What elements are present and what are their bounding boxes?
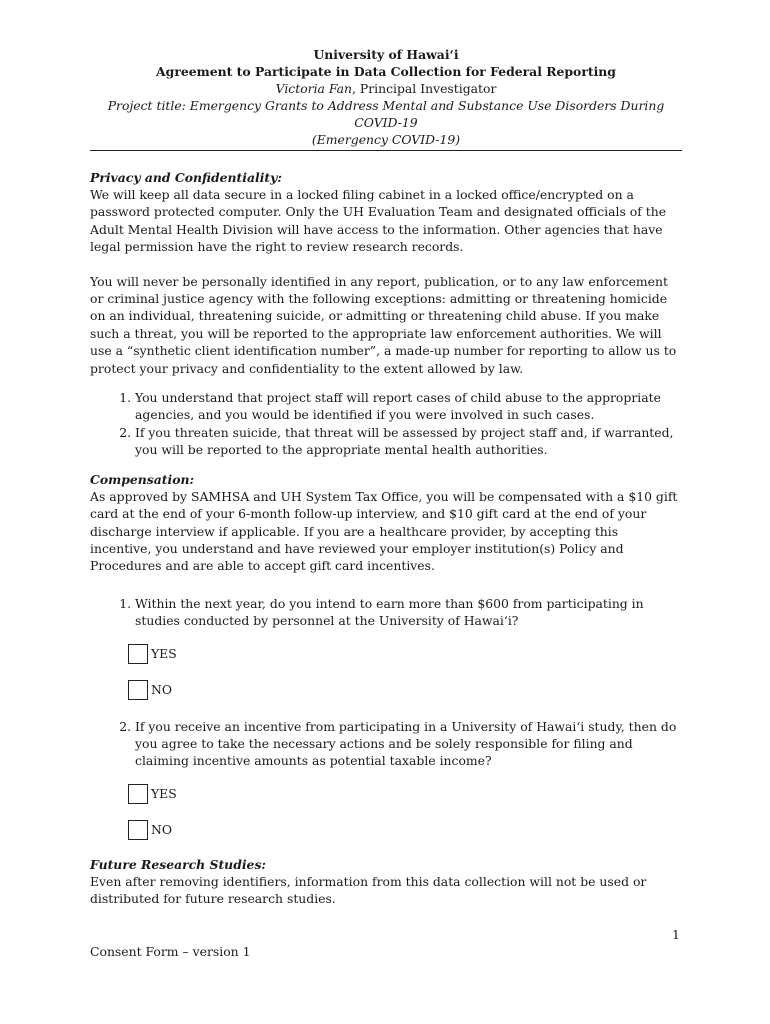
q1-no-label: NO	[151, 681, 172, 697]
privacy-paragraph-2: You will never be personally identified in any report, publication, or to any law enforcement or criminal justice agency with the following exceptions: admitting or threatening homicide on an individual, threatening suicide, or admitting or threatening child abuse. If you make such a threat, you will be reported to the appropriate law enforcement authorities. We will use a “synthetic client identification number”, a made-up number for reporting to allow us to protect your privacy and confidentiality to the extent allowed by law.	[90, 273, 677, 376]
q2-no-checkbox[interactable]	[128, 820, 148, 840]
investigator-line	[90, 80, 682, 97]
compensation-question-2-list	[90, 718, 682, 856]
future-research-section-title: Future Research Studies:	[90, 856, 266, 872]
header-divider	[90, 150, 682, 151]
q2-yes-label: YES	[151, 785, 177, 801]
compensation-paragraph: As approved by SAMHSA and UH System Tax Office, you will be compensated with a $10 gift card at the end of your 6-month follow-up interview, and $10 gift card at the end of your discharge interview if applicable. If you are a healthcare provider, by accepting this incentive, you understand and have reviewed your employer institution(s) Policy and Procedures and are able to accept gift card incentives.	[90, 488, 678, 574]
q1-no-option[interactable]	[90, 680, 682, 716]
university-name: University of Hawaiʻi	[313, 47, 459, 62]
privacy-exceptions-list	[90, 389, 682, 459]
q2-no-label: NO	[151, 821, 172, 837]
consent-form-page	[90, 46, 682, 908]
privacy-paragraph-1: We will keep all data secure in a locked filing cabinet in a locked office/encrypted on a password protected computer. Only the UH Evaluation Team and designated officials of the Adult Mental Health Division will have access to the information. Other agencies that have legal permission have the right to review research records.	[90, 187, 667, 255]
future-research-paragraph: Even after removing identifiers, information from this data collection will not be used or distributed for future research studies.	[90, 873, 647, 907]
question-2-text: If you receive an incentive from participating in a University of Hawaiʻi study, then do you agree to take the necessary actions and be solely responsible for filing and claiming incentive amounts as potential taxable income?	[135, 718, 677, 769]
question-1-text: Within the next year, do you intend to earn more than $600 from participating in studies conducted by personnel at the University of Hawaiʻi?	[135, 595, 644, 629]
compensation-question-1	[135, 595, 682, 716]
compensation-question-2	[135, 718, 682, 856]
project-title-line1: Project title: Emergency Grants to Address Mental and Substance Use Disorders During COVID-19	[107, 98, 665, 130]
document-header	[90, 46, 682, 148]
compensation-question-1-list	[90, 595, 682, 716]
list-item: 1. You understand that project staff will report cases of child abuse to the appropriate agencies, and you would be identified if you were involved in such cases.	[135, 389, 682, 424]
compensation-section-title: Compensation:	[90, 471, 195, 487]
q1-yes-option[interactable]	[90, 644, 682, 680]
investigator-role: , Principal Investigator	[352, 81, 497, 96]
q1-yes-checkbox[interactable]	[128, 644, 148, 664]
page-number: 1	[672, 927, 680, 942]
project-title-line2: (Emergency COVID-19)	[311, 132, 461, 147]
list-item: 2. If you threaten suicide, that threat will be assessed by project staff and, if warranted, you will be reported to the appropriate mental health authorities.	[135, 424, 682, 459]
agreement-title: Agreement to Participate in Data Collection for Federal Reporting	[156, 64, 616, 79]
q2-yes-checkbox[interactable]	[128, 784, 148, 804]
q1-yes-label: YES	[151, 645, 177, 661]
q1-no-checkbox[interactable]	[128, 680, 148, 700]
privacy-section-title: Privacy and Confidentiality:	[90, 170, 282, 185]
investigator-name: Victoria Fan	[275, 81, 352, 96]
q2-no-option[interactable]	[90, 820, 682, 856]
form-version: Consent Form – version 1	[90, 944, 251, 959]
q2-yes-option[interactable]	[90, 784, 682, 820]
